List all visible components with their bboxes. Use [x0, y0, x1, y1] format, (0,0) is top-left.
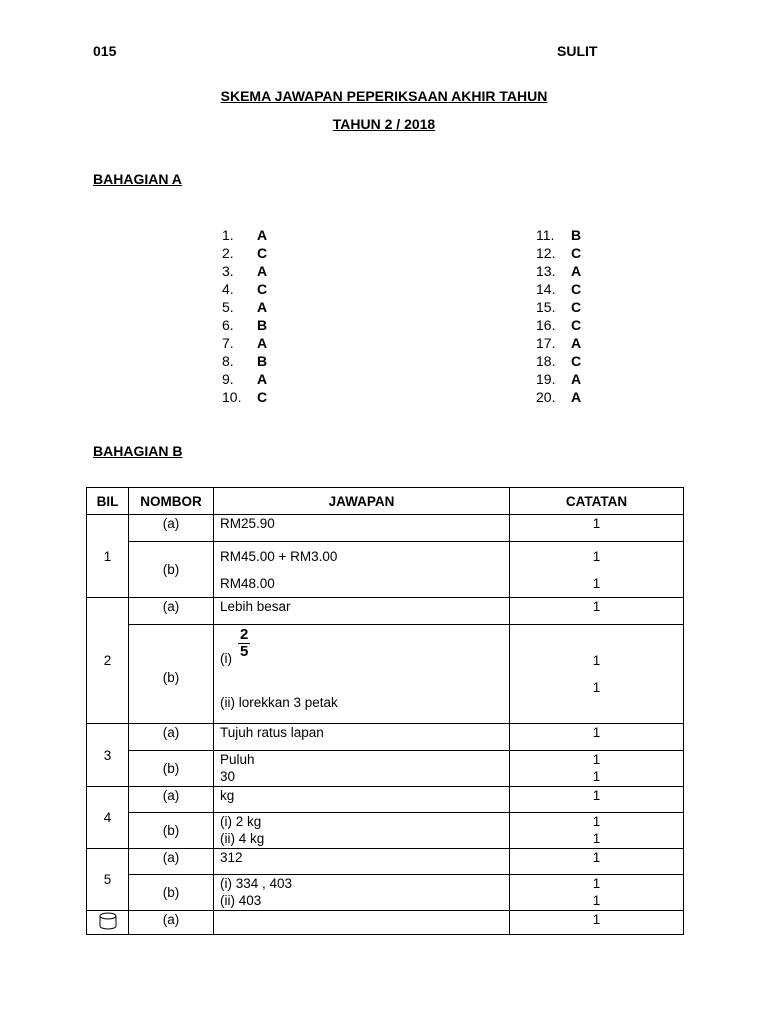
- table-row: [87, 875, 684, 911]
- question-number: 7.: [222, 335, 234, 351]
- table-row: [87, 625, 684, 724]
- answer-letter: A: [257, 263, 268, 279]
- question-number: 9.: [222, 371, 234, 387]
- question-number: 1.: [222, 227, 234, 243]
- answer-letter: B: [571, 227, 582, 243]
- list-item: [222, 334, 267, 352]
- list-item: [222, 388, 267, 406]
- answer-letter: C: [571, 353, 582, 369]
- col-bil: BIL: [87, 488, 129, 515]
- answer-cell: Lebih besar: [214, 598, 510, 625]
- answer-letter: A: [571, 263, 582, 279]
- answer-cell: Tujuh ratus lapan: [214, 724, 510, 751]
- list-item: [536, 298, 581, 316]
- col-catatan: CATATAN: [510, 488, 684, 515]
- question-number: 2: [87, 598, 129, 724]
- question-number: 20.: [536, 389, 556, 405]
- answer-line: RM48.00: [220, 576, 275, 591]
- table-row: [87, 598, 684, 625]
- answer-line: 30: [220, 769, 236, 784]
- col-nombor: NOMBOR: [129, 488, 214, 515]
- mark-cell: 1: [510, 787, 684, 813]
- answer-letter: A: [257, 299, 268, 315]
- cylinder-icon: [98, 911, 118, 931]
- question-number: 1: [87, 515, 129, 598]
- question-number: 15.: [536, 299, 556, 315]
- answer-cell: [214, 542, 510, 598]
- mark-line: 1: [592, 752, 601, 767]
- mark-cell: 1: [510, 911, 684, 935]
- question-number: 5: [87, 849, 129, 911]
- part-label: (a): [129, 515, 214, 542]
- answer-line: (ii) lorekkan 3 petak: [220, 695, 338, 710]
- col-jawapan: JAWAPAN: [214, 488, 510, 515]
- mark-line: 1: [592, 653, 601, 668]
- part-label: (b): [129, 875, 214, 911]
- question-number: 14.: [536, 281, 556, 297]
- cylinder-icon: [87, 911, 129, 935]
- list-item: [222, 262, 267, 280]
- fraction: [238, 627, 250, 660]
- table-row: [87, 542, 684, 598]
- list-item: [536, 352, 581, 370]
- answer-letter: A: [571, 389, 582, 405]
- mark-line: 1: [592, 814, 601, 829]
- question-number: 3: [87, 724, 129, 787]
- answer-letter: B: [257, 353, 268, 369]
- answer-letter: A: [257, 371, 268, 387]
- part-label: (b): [129, 542, 214, 598]
- fraction-numerator: 2: [240, 626, 249, 643]
- document-subtitle: TAHUN 2 / 2018: [332, 116, 436, 132]
- answer-letter: C: [257, 245, 268, 261]
- answer-label: (i): [220, 651, 232, 666]
- table-row: [87, 787, 684, 813]
- list-item: [222, 370, 267, 388]
- list-item: [222, 226, 267, 244]
- list-item: [536, 280, 581, 298]
- answer-cell: [214, 813, 510, 849]
- list-item: [536, 388, 581, 406]
- question-number: 6.: [222, 317, 234, 333]
- mark-line: 1: [592, 680, 601, 695]
- mark-line: 1: [592, 876, 601, 891]
- table-row: [87, 849, 684, 875]
- fraction-denominator: 5: [240, 643, 249, 660]
- answer-cell: 312: [214, 849, 510, 875]
- list-item: [536, 370, 581, 388]
- mark-cell: [510, 875, 684, 911]
- mark-line: 1: [592, 831, 601, 846]
- table-row: [87, 813, 684, 849]
- section-b-heading: BAHAGIAN B: [93, 443, 183, 459]
- part-label: (a): [129, 911, 214, 935]
- exam-code: 015: [93, 43, 117, 59]
- question-number: 5.: [222, 299, 234, 315]
- list-item: [222, 298, 267, 316]
- list-item: [536, 316, 581, 334]
- question-number: 11.: [536, 227, 555, 243]
- question-number: 13.: [536, 263, 556, 279]
- list-item: [536, 334, 581, 352]
- mark-cell: 1: [510, 724, 684, 751]
- classification-label: SULIT: [557, 43, 598, 59]
- answer-line: (i) 334 , 403: [220, 876, 293, 891]
- question-number: 16.: [536, 317, 556, 333]
- part-label: (b): [129, 813, 214, 849]
- mark-cell: 1: [510, 598, 684, 625]
- question-number: 2.: [222, 245, 234, 261]
- answer-cell: [214, 625, 510, 724]
- part-label: (b): [129, 751, 214, 787]
- answer-line: (ii) 4 kg: [220, 831, 265, 846]
- answer-cell: RM25.90: [214, 515, 510, 542]
- question-number: 10.: [222, 389, 242, 405]
- mark-line: 1: [592, 893, 601, 908]
- mark-cell: [510, 813, 684, 849]
- document-title: SKEMA JAWAPAN PEPERIKSAAN AKHIR TAHUN: [220, 88, 548, 104]
- mark-line: 1: [592, 576, 601, 591]
- answer-cell: [214, 875, 510, 911]
- mcq-answers-left: [222, 226, 267, 406]
- mark-cell: [510, 542, 684, 598]
- mark-cell: [510, 625, 684, 724]
- mark-cell: [510, 751, 684, 787]
- answer-letter: A: [257, 227, 268, 243]
- answer-letter: A: [571, 371, 582, 387]
- part-label: (a): [129, 724, 214, 751]
- answer-letter: C: [571, 281, 582, 297]
- list-item: [222, 280, 267, 298]
- answer-letter: C: [257, 281, 268, 297]
- answer-cell: [214, 751, 510, 787]
- answer-line: Puluh: [220, 752, 255, 767]
- section-a-heading: BAHAGIAN A: [93, 171, 182, 187]
- answer-table: [86, 487, 684, 935]
- table-row: [87, 515, 684, 542]
- question-number: 18.: [536, 353, 556, 369]
- question-number: 4: [87, 787, 129, 849]
- part-label: (a): [129, 787, 214, 813]
- question-number: 3.: [222, 263, 234, 279]
- table-header-row: [87, 488, 684, 515]
- part-label: (a): [129, 849, 214, 875]
- answer-letter: C: [257, 389, 268, 405]
- mark-cell: 1: [510, 849, 684, 875]
- answer-line: (i) 2 kg: [220, 814, 262, 829]
- answer-letter: B: [257, 317, 268, 333]
- answer-letter: A: [571, 335, 582, 351]
- question-number: 8.: [222, 353, 234, 369]
- table-row: [87, 751, 684, 787]
- list-item: [536, 244, 581, 262]
- answer-letter: A: [257, 335, 268, 351]
- answer-cell: kg: [214, 787, 510, 813]
- answer-letter: C: [571, 245, 582, 261]
- answer-cell: [214, 911, 510, 935]
- list-item: [536, 226, 581, 244]
- list-item: [222, 352, 267, 370]
- part-label: (b): [129, 625, 214, 724]
- mark-line: 1: [592, 769, 601, 784]
- list-item: [222, 244, 267, 262]
- mark-line: 1: [592, 549, 601, 564]
- mark-cell: 1: [510, 515, 684, 542]
- part-label: (a): [129, 598, 214, 625]
- answer-letter: C: [571, 299, 582, 315]
- answer-letter: C: [571, 317, 582, 333]
- answer-line: RM45.00 + RM3.00: [220, 549, 338, 564]
- table-row: [87, 724, 684, 751]
- mcq-answers-right: [536, 226, 581, 406]
- answer-line: (ii) 403: [220, 893, 262, 908]
- question-number: 4.: [222, 281, 234, 297]
- question-number: 12.: [536, 245, 556, 261]
- list-item: [222, 316, 267, 334]
- table-row: [87, 911, 684, 935]
- list-item: [536, 262, 581, 280]
- question-number: 17.: [536, 335, 556, 351]
- question-number: 19.: [536, 371, 556, 387]
